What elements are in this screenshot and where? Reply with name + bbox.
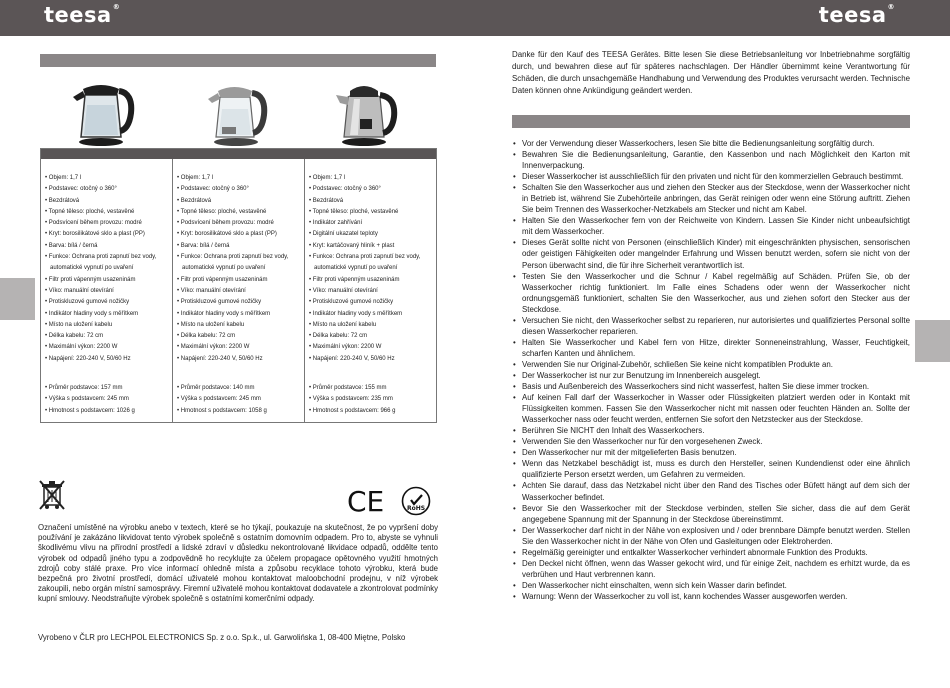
spec-item: • Filtr proti vápenným usazeninám — [309, 276, 400, 283]
weee-disposal-text: Označení umístěné na výrobku anebo v textech, které se ho týkají, poukazuje na skutečnost, že po vypršení doby používání je zakázáno likvidovat tento výrobek společně s ostatním domovním odpadem. Pro to, abyste se vyhnuli škodlivému vlivu na přírodní prostředí a lidské zdraví v důsledku nekontrolované likvidace odpadů, oddělte tento výrobek od odpadů jiného typu a zodpovědně ho recyklujte za účelem propagace opětovného využití hmotných zdrojů coby stálé praxe. Pro více informací ohledně místa a způsobu recyklace tohoto výrobku, která bude bezpečná pro životní prostředí, domácí uživatelé mohou kontaktovat maloobchodní prodejnu, v níž výrobek zakoupili, nebo orgán místní samosprávy. Firemní uživatelé mohou kontaktovat dodavatele a zkontrolovat podmínky kupní smlouvy. Neodstraňujte výrobek společně s ostatními komerčními odpady. — [38, 523, 438, 604]
ce-mark — [347, 487, 397, 515]
spec-item: • Protiskluzové gumové nožičky — [45, 299, 130, 306]
spec-item: • Víko: manuální otevírání — [45, 287, 114, 294]
page-edge-tab-left — [0, 278, 35, 320]
spec-item: • Kryt: kartáčovaný hliník + plast — [309, 242, 395, 249]
header-bar-left — [0, 0, 475, 36]
safety-item: • Halten Sie den Wasserkocher fern von der Reichweite von Kindern. Lassen Sie Kinder nicht unbeaufsichtigt mit dem Wasserkocher. — [512, 215, 910, 237]
section-header-bar-safety — [512, 115, 910, 128]
crossed-bin-icon — [38, 479, 66, 511]
safety-item: • Versuchen Sie nicht, den Wasserkocher selbst zu reparieren, nur autorisiertes und qualifiziertes Personal sollte diesen Wasserkocher reparieren. — [512, 315, 910, 337]
safety-item: • Verwenden Sie nur Original-Zubehör, schließen Sie keine nicht kompatiblen Produkte an. — [512, 359, 910, 370]
spec-table-header — [41, 149, 436, 159]
spec-column-3 — [305, 159, 437, 423]
spec-item: • Filtr proti vápenným usazeninám — [177, 276, 268, 283]
spec-column-1 — [41, 159, 173, 423]
spec-item: • Víko: manuální otevírání — [177, 287, 246, 294]
rohs-icon — [401, 486, 431, 516]
spec-item: • Objem: 1,7 l — [45, 175, 82, 181]
spec-item: • Indikátor zahřívání — [309, 220, 363, 227]
spec-item: • Topné těleso: ploché, vestavěné — [177, 208, 267, 215]
spec-item: • Délka kabelu: 72 cm — [309, 333, 368, 340]
spec-item: • Maximální výkon: 2200 W — [45, 344, 118, 351]
safety-instructions-list — [512, 138, 910, 602]
page-edge-tab-right — [915, 320, 950, 362]
spec-item: • Digitální ukazatel teploty — [309, 231, 378, 238]
safety-item: • Bevor Sie den Wasserkocher mit der Steckdose verbinden, stellen Sie sicher, dass die auf dem Gerät angegebene Spannung mit der Spannung in der Steckdose übereinstimmt. — [512, 503, 910, 525]
kettle-glass-white-image — [200, 75, 270, 147]
safety-item: • Vor der Verwendung dieser Wasserkochers, lesen Sie bitte die Bedienungsanleitung sorgfältig durch. — [512, 138, 910, 149]
section-header-bar-specs — [40, 54, 436, 67]
spec-item: • Indikátor hladiny vody s měřítkem — [309, 310, 403, 317]
spec-item: • Místo na uložení kabelu — [309, 321, 377, 328]
safety-item: • Dieses Gerät sollte nicht von Personen (einschließlich Kinder) mit eingeschränkten physischen, sensorischen oder geistigen Fähigkeiten oder mangelnder Erfahrung und Wissen benutzt werden, sofern sie nicht von der Person überwacht sind, die für ihre Sicherheit verantwortlich ist. — [512, 237, 910, 270]
spec-item: • Podsvícení během provozu: modré — [177, 220, 274, 227]
spec-item: • Místo na uložení kabelu — [177, 321, 245, 328]
spec-item: • Protiskluzové gumové nožičky — [309, 299, 394, 306]
safety-item: • Den Wasserkocher nicht einschalten, wenn sich kein Wasser darin befindet. — [512, 580, 910, 591]
spec-item: • Bezdrátová — [45, 197, 80, 204]
spec-item: • Napájení: 220-240 V, 50/60 Hz — [309, 355, 395, 362]
brand-logo-left: teesa® — [44, 3, 121, 27]
safety-item: • Basis und Außenbereich des Wasserkochers sind nicht wasserfest, halten Sie diese immer trocken. — [512, 381, 910, 392]
spec-item: • Funkce: Ochrana proti zapnutí bez vody, — [177, 254, 289, 261]
spec-dimension: • Průměr podstavce: 155 mm — [309, 385, 387, 392]
safety-item: • Bewahren Sie die Bedienungsanleitung, Garantie, den Kassenbon und nach Möglichkeit den Karton mit Innenverpackung. — [512, 149, 910, 171]
spec-dimension: • Hmotnost s podstavcem: 1058 g — [177, 407, 267, 414]
safety-item: • Verwenden Sie den Wasserkocher nur für den vorgesehenen Zweck. — [512, 436, 910, 447]
safety-item: • Berühren Sie NICHT den Inhalt des Wasserkochers. — [512, 425, 910, 436]
spec-dimension: • Výška s podstavcem: 235 mm — [309, 396, 393, 403]
spec-dimension: • Průměr podstavce: 157 mm — [45, 385, 123, 392]
spec-item: • Filtr proti vápenným usazeninám — [45, 276, 136, 283]
spec-item: automatické vypnutí po uvaření — [50, 265, 134, 272]
safety-item: • Den Deckel nicht öffnen, wenn das Wasser gekocht wird, und für einige Zeit, nachdem es erhitzt wurde, da es verbrühen und Haut verbrennen kann. — [512, 558, 910, 580]
safety-item: • Den Wasserkocher nur mit der mitgelieferten Basis benutzen. — [512, 447, 910, 458]
spec-item: • Indikátor hladiny vody s měřítkem — [45, 310, 139, 317]
safety-item: • Auf keinen Fall darf der Wasserkocher in Wasser oder Flüssigkeiten platziert werden oder in Kontakt mit Flüssigkeiten kommen. Fassen Sie den Wasserkocher nicht mit nassen oder feuchten Händen an. Sollte der Wasserkocher nass oder feucht werden, entfernen Sie sofort den Netzstecker aus der Steckdose. — [512, 392, 910, 425]
spec-item: • Podstavec: otočný o 360° — [45, 186, 117, 193]
spec-item: • Maximální výkon: 2200 W — [309, 344, 382, 351]
spec-item: automatické vypnutí po uvaření — [182, 265, 266, 272]
safety-item: • Der Wasserkocher darf nicht in der Nähe von explosiven und / oder brennbare Dämpfe benutzt werden. Stellen Sie den Wasserkocher nicht in der Nähe von Ofen und Gasleitungen oder Elektroherden. — [512, 525, 910, 547]
spec-column-2 — [173, 159, 305, 423]
safety-item: • Achten Sie darauf, dass das Netzkabel nicht über den Rand des Tisches oder Büfett hängt auf dem sich der Wasserkocher befindet. — [512, 480, 910, 502]
spec-item: • Objem: 1,7 l — [177, 175, 214, 181]
safety-item: • Halten Sie Wasserkocher und Kabel fern von Hitze, direkter Sonneneinstrahlung, Wasser, Feuchtigkeit, scharfen Kanten und ähnlichem. — [512, 337, 910, 359]
spec-dimension: • Hmotnost s podstavcem: 1026 g — [45, 407, 135, 414]
spec-item: • Víko: manuální otevírání — [309, 287, 378, 294]
spec-item: • Funkce: Ochrana proti zapnutí bez vody, — [309, 254, 421, 261]
spec-item: • Napájení: 220-240 V, 50/60 Hz — [45, 355, 131, 362]
safety-item: • Schalten Sie den Wasserkocher aus und ziehen den Stecker aus der Steckdose, wenn der Wasserkocher nicht in Betrieb ist, während Sie Zubehörteile anbringen, das Gerät reinigen oder wenn eine Störung auftritt. Ziehen Sie beim Trennen des Wasserkocher-Netzkabels am Stecker und nicht am Kabel. — [512, 182, 910, 215]
spec-item: • Barva: bílá / černá — [177, 242, 230, 249]
manufacturer-note: Vyrobeno v ČLR pro LECHPOL ELECTRONICS Sp. z o.o. Sp.k., ul. Garwolińska 1, 08-400 Miętne, Polsko — [38, 633, 406, 642]
spec-item: • Protiskluzové gumové nožičky — [177, 299, 262, 306]
safety-item: • Der Wasserkocher ist nur zur Benutzung im Innenbereich ausgelegt. — [512, 370, 910, 381]
kettle-steel-image — [330, 75, 400, 147]
spec-item: • Místo na uložení kabelu — [45, 321, 113, 328]
intro-paragraph: Danke für den Kauf des TEESA Gerätes. Bitte lesen Sie diese Betriebsanleitung vor Inbetriebnahme sorgfältig durch, und bewahren diese auf für späteres nachschlagen. Der Händler übernimmt keine Verantwortung für Schäden, die durch unsachgemäße Handhabung und Verwendung des Produktes verursacht werden. Technische Daten können ohne Ankündigung geändert werden. — [512, 50, 910, 95]
spec-item: • Podstavec: otočný o 360° — [177, 186, 249, 193]
spec-item: • Barva: bílá / černá — [45, 242, 98, 249]
spec-item: • Podsvícení během provozu: modré — [45, 220, 142, 227]
spec-item: • Kryt: borosilikátové sklo a plast (PP) — [45, 231, 145, 238]
spec-item: • Bezdrátová — [177, 197, 212, 204]
spec-item: • Délka kabelu: 72 cm — [177, 333, 236, 340]
spec-item: • Kryt: borosilikátové sklo a plast (PP) — [177, 231, 277, 238]
spec-item: • Bezdrátová — [309, 197, 344, 204]
spec-dimension: • Průměr podstavce: 140 mm — [177, 385, 255, 392]
spec-item: • Objem: 1,7 l — [309, 175, 346, 181]
spec-item: • Napájení: 220-240 V, 50/60 Hz — [177, 355, 263, 362]
spec-item: • Funkce: Ochrana proti zapnutí bez vody, — [45, 254, 157, 261]
safety-item: • Wenn das Netzkabel beschädigt ist, muss es durch den Hersteller, seinen Kundendienst oder eine ähnlich qualifizierte Person ersetzt werden, um Gefahren zu vermeiden. — [512, 458, 910, 480]
svg-text:RoHS: RoHS — [406, 505, 426, 512]
safety-item: • Testen Sie den Wasserkocher und die Schnur / Kabel regelmäßig auf Schäden. Prüfen Sie, ob der Wasserkocher richtig funktioniert. Im Falle eines Schadens oder wenn der Wasserkocher nicht ordnungsgemäß funktioniert, schalten Sie den Wasserkocher, aus und ziehen sofort den Stecker aus der Steckdose. — [512, 271, 910, 315]
spec-item: • Podstavec: otočný o 360° — [309, 186, 381, 193]
spec-item: • Maximální výkon: 2200 W — [177, 344, 250, 351]
spec-item: • Indikátor hladiny vody s měřítkem — [177, 310, 271, 317]
svg-text:CE: CE — [347, 487, 385, 515]
kettle-glass-black-image — [65, 75, 135, 147]
header-bar-right — [475, 0, 950, 36]
brand-logo-right: teesa® — [818, 3, 895, 27]
safety-item: • Dieser Wasserkocher ist ausschließlich für den privaten und nicht für den kommerziellen Gebrauch bestimmt. — [512, 171, 910, 182]
spec-item: • Délka kabelu: 72 cm — [45, 333, 104, 340]
spec-dimension: • Výška s podstavcem: 245 mm — [177, 396, 261, 403]
spec-item: • Topné těleso: ploché, vestavěné — [309, 208, 399, 215]
safety-item: • Warnung: Wenn der Wasserkocher zu voll ist, kann kochendes Wasser ausgeworfen werden. — [512, 591, 910, 602]
spec-item: • Topné těleso: ploché, vestavěné — [45, 208, 135, 215]
spec-dimension: • Výška s podstavcem: 245 mm — [45, 396, 129, 403]
spec-table — [40, 148, 437, 423]
safety-item: • Regelmäßig gereinigter und entkalkter Wasserkocher verhindert abnormale Funktion des Produkts. — [512, 547, 910, 558]
spec-dimension: • Hmotnost s podstavcem: 966 g — [309, 407, 396, 414]
spec-item: automatické vypnutí po uvaření — [314, 265, 398, 272]
